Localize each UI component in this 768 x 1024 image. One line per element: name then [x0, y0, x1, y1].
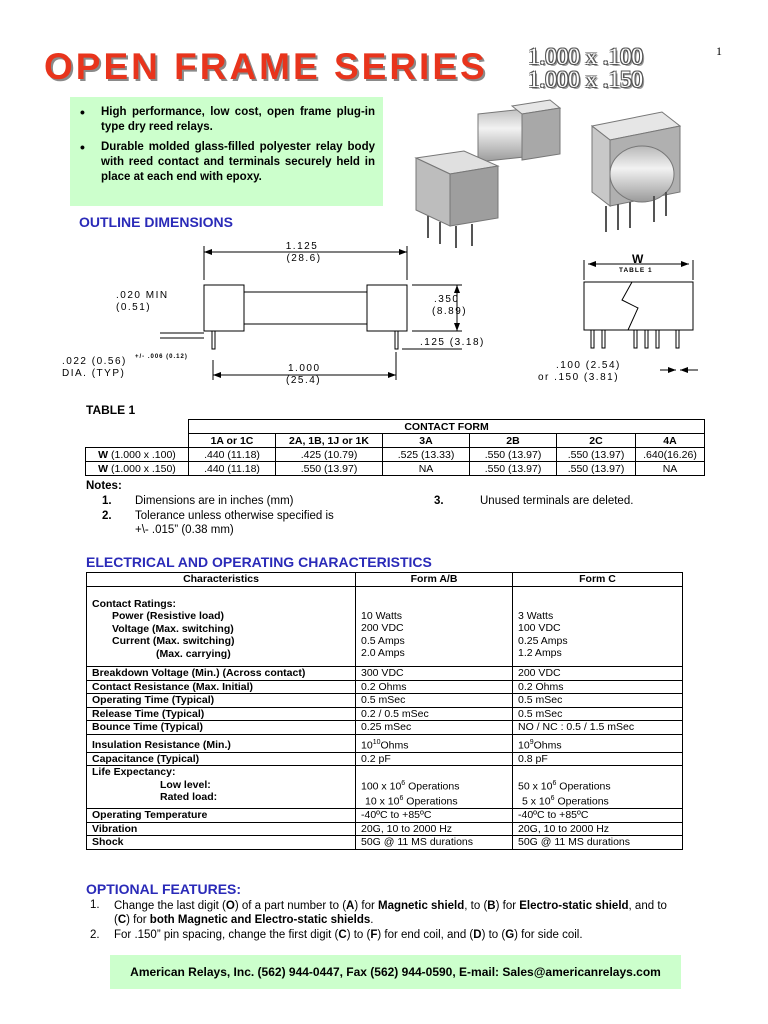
table-row: Life Expectancy: Low level: Rated load: 100 x $10^6$ Operations 10 x $10^6$ Operations 50 x $10^6$ Operations 5 x $10^6$ Operations [87, 766, 683, 809]
table-row: W (1.000 x .100) .440 (11.18) .425 (10.79) .525 (13.33) .550 (13.97) .550 (13.97) .640(16.26) [86, 448, 705, 462]
dim-min-in: .020 MIN [116, 290, 169, 301]
table-row: Release Time (Typical) 0.2 / 0.5 mSec 0.5 mSec [87, 707, 683, 721]
table-row: Shock 50G @ 11 MS durations 50G @ 11 MS durations [87, 836, 683, 850]
col-header: 2C [557, 434, 636, 448]
table-row: Contact Ratings: Power (Resistive load) Voltage (Max. switching) Current (Max. switching) (Max. carrying) 10 Watts 200 VDC 0.5 Amps 2.0 Amps 3 Watts 100 VDC 0.25 Amps 1.2 Amps [87, 586, 683, 667]
note-2-tolerance: +\- .015” (0.38 mm) [135, 524, 234, 536]
dim-height-in: .350 [434, 294, 460, 305]
size-100: 1.000 x .100 [528, 44, 643, 69]
col-header: 4A [636, 434, 705, 448]
table-row: Insulation Resistance (Min.) $10^{10}Ohms$ $10^9Ohms$ [87, 734, 683, 752]
contact-form-header: CONTACT FORM [189, 420, 705, 434]
table-row: Bounce Time (Typical) 0.25 mSec NO / NC : 0.5 / 1.5 mSec [87, 721, 683, 735]
page-title: OPEN FRAME SERIES [44, 46, 488, 87]
dim-min-mm: (0.51) [116, 302, 152, 313]
table-row: Contact Resistance (Max. Initial) 0.2 Ohms 0.2 Ohms [87, 680, 683, 694]
dim-pin-dia: .022 (0.56) [62, 356, 127, 367]
page-number: 1 [716, 44, 722, 58]
dim-pitch-mm: (25.4) [286, 375, 322, 386]
dimension-table [85, 419, 705, 476]
contact-footer: American Relays, Inc. (562) 944-0447, Fax (562) 944-0590, E-mail: Sales@americanrelays.com [110, 955, 681, 989]
dim-w-table: TABLE 1 [619, 267, 653, 274]
optional-heading: OPTIONAL FEATURES: [86, 881, 242, 897]
table-header-row: Characteristics Form A/B Form C [87, 573, 683, 587]
feature-item: • High performance, low cost, open frame plug-in type dry reed relays. [78, 105, 375, 135]
table-row: Breakdown Voltage (Min.) (Across contact) 300 VDC 200 VDC [87, 667, 683, 681]
dim-pin-tol: +/- .006 (0.12) [135, 354, 188, 360]
note-3: Unused terminals are deleted. [480, 495, 634, 507]
dim-height-mm: (8.89) [432, 306, 468, 317]
table-row: Capacitance (Typical) 0.2 pF 0.8 pF [87, 752, 683, 766]
feature-box [70, 97, 383, 206]
dim-dia-typ: DIA. (TYP) [62, 368, 126, 379]
note-1: Dimensions are in inches (mm) [135, 495, 294, 507]
col-header: 2A, 1B, 1J or 1K [276, 434, 383, 448]
dim-spacing-100: .100 (2.54) [556, 360, 621, 371]
optional-item-1: Change the last digit (O) of a part number to (A) for Magnetic shield, to (B) for Electro-static shield, and to (C) for both Magnetic and Electro-static shields. [114, 900, 667, 926]
table-row: Operating Temperature -40ºC to +85ºC -40ºC to +85ºC [87, 809, 683, 823]
col-header: 1A or 1C [189, 434, 276, 448]
electrical-heading: ELECTRICAL AND OPERATING CHARACTERISTICS [86, 554, 432, 570]
dim-pin-length: .125 (3.18) [420, 337, 485, 348]
dim-length-in: 1.125 [285, 241, 319, 252]
feature-item: • Durable molded glass-filled polyester relay body with reed contact and terminals securely held in place at each end with epoxy. [78, 140, 375, 185]
electrical-table [86, 572, 683, 850]
relay-end-view [592, 112, 680, 232]
table-row: W (1.000 x .150) .440 (11.18) .550 (13.97) NA .550 (13.97) .550 (13.97) NA [86, 462, 705, 476]
col-header: 2B [470, 434, 557, 448]
notes-label: Notes: [86, 480, 122, 492]
outline-heading: OUTLINE DIMENSIONS [79, 214, 234, 230]
optional-item-2: For .150” pin spacing, change the first digit (C) to (F) for end coil, and (D) to (G) for side coil. [114, 929, 583, 941]
dim-pitch-in: 1.000 [288, 363, 321, 374]
relay-side-view [416, 100, 560, 248]
table1-label: TABLE 1 [86, 403, 136, 417]
dim-length-mm: (28.6) [286, 253, 322, 264]
dim-w-label: W [632, 252, 644, 266]
table-row: Operating Time (Typical) 0.5 mSec 0.5 mSec [87, 694, 683, 708]
size-150: 1.000 x .150 [528, 67, 643, 92]
dim-spacing-150: or .150 (3.81) [538, 372, 620, 383]
col-header: 3A [383, 434, 470, 448]
table-row: Vibration 20G, 10 to 2000 Hz 20G, 10 to 2000 Hz [87, 822, 683, 836]
note-2: Tolerance unless otherwise specified is [135, 510, 334, 522]
